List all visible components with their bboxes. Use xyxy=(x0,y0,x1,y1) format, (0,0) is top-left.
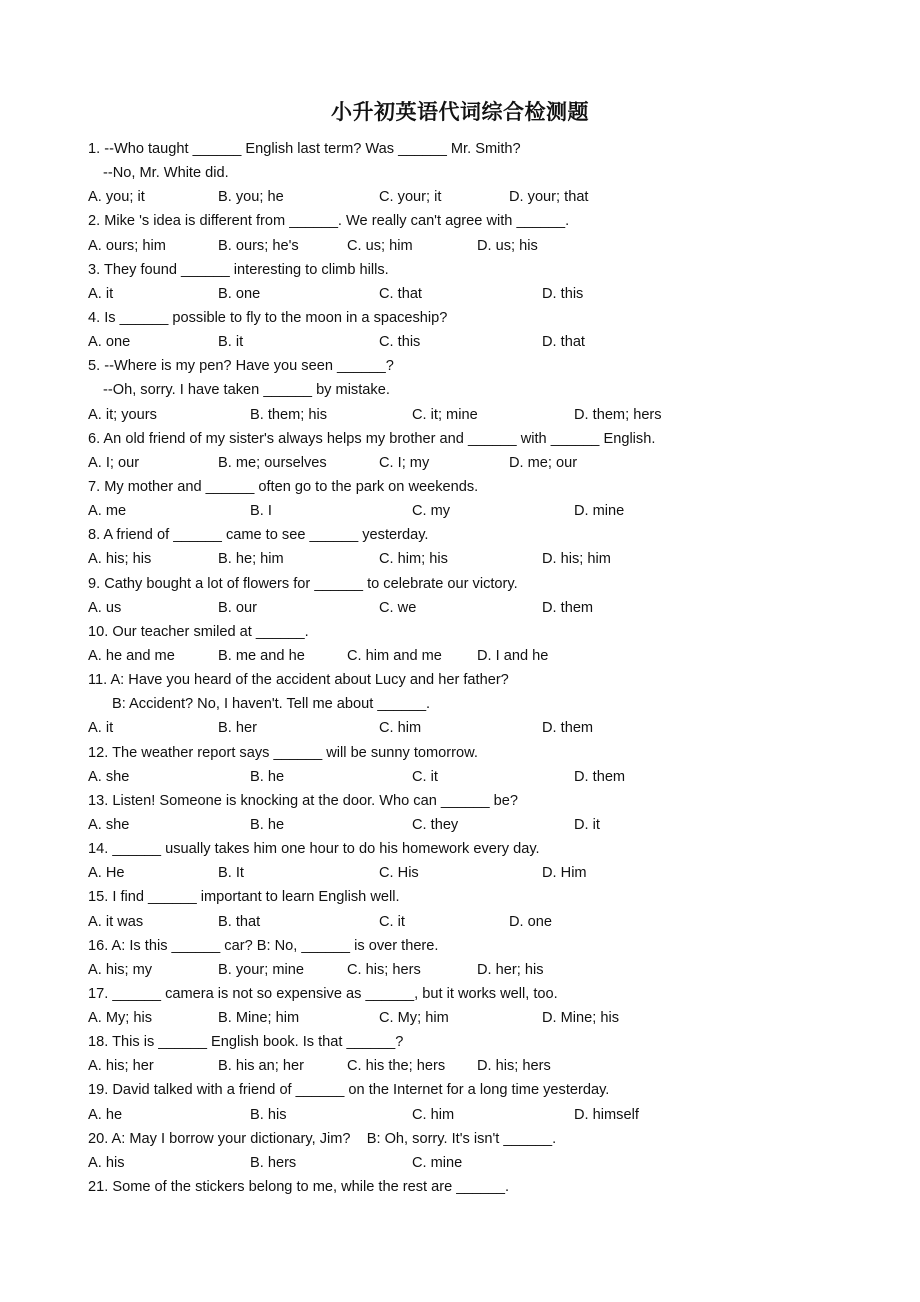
options-row xyxy=(88,185,848,209)
question-text: 10. Our teacher smiled at ______. xyxy=(88,623,309,640)
answer-option: B. his an; her xyxy=(218,1058,304,1075)
answer-option: C. this xyxy=(379,334,421,351)
answer-option: D. it xyxy=(574,816,600,833)
answer-option: B. he; him xyxy=(218,551,284,568)
answer-option: A. she xyxy=(88,816,130,833)
answer-option: A. his; his xyxy=(88,551,152,568)
answer-option: B. It xyxy=(218,865,244,882)
answer-option: A. she xyxy=(88,768,130,785)
answer-option: B. them; his xyxy=(250,406,328,423)
answer-option: B. your; mine xyxy=(218,961,304,978)
question-continuation: --No, Mr. White did. xyxy=(103,165,229,182)
answer-option: A. one xyxy=(88,334,131,351)
options-row xyxy=(88,282,848,306)
options-row xyxy=(88,765,848,789)
answer-option: A. it xyxy=(88,285,114,302)
answer-option: A. it; yours xyxy=(88,406,157,423)
answer-option: C. us; him xyxy=(347,237,413,254)
question-text: 16. A: Is this ______ car? B: No, ______ is over there. xyxy=(88,937,439,954)
answer-option: D. that xyxy=(542,334,585,351)
answer-option: D. mine xyxy=(574,503,625,520)
question-text: 14. ______ usually takes him one hour to do his homework every day. xyxy=(88,841,540,858)
question-text: 2. Mike 's idea is different from ______. We really can't agree with ______. xyxy=(88,213,570,230)
answer-option: C. mine xyxy=(412,1154,463,1171)
answer-option: C. him xyxy=(412,1106,455,1123)
question-text: 1. --Who taught ______ English last term? Was ______ Mr. Smith? xyxy=(88,141,521,157)
options-row xyxy=(88,1054,848,1078)
answer-option: A. ours; him xyxy=(88,237,166,254)
answer-option: A. My; his xyxy=(88,1010,153,1027)
question-text: 17. ______ camera is not so expensive as ______, but it works well, too. xyxy=(88,985,558,1002)
question-list xyxy=(88,137,848,1199)
options-row xyxy=(88,1103,848,1127)
answer-option: B. ours; he's xyxy=(218,237,299,254)
question-text: 21. Some of the stickers belong to me, while the rest are ______. xyxy=(88,1179,510,1196)
answer-option: A. it was xyxy=(88,913,144,930)
options-row xyxy=(88,1006,848,1030)
answer-option: C. his the; hers xyxy=(347,1058,446,1075)
question-continuation: --Oh, sorry. I have taken ______ by mistake. xyxy=(103,382,390,399)
answer-option: C. him; his xyxy=(379,551,448,568)
page-title: 小升初英语代词综合检测题 xyxy=(331,99,589,124)
answer-option: C. your; it xyxy=(379,189,442,206)
answer-option: B. his xyxy=(250,1106,287,1123)
question-text: 11. A: Have you heard of the accident about Lucy and her father? xyxy=(88,672,509,689)
answer-option: D. your; that xyxy=(509,189,589,206)
answer-option: B. Mine; him xyxy=(218,1010,300,1027)
answer-option: B. it xyxy=(218,334,244,351)
answer-option: C. it; mine xyxy=(412,406,478,423)
answer-option: D. them xyxy=(574,768,626,785)
answer-option: B. one xyxy=(218,285,261,302)
answer-option: B. me; ourselves xyxy=(218,454,327,471)
question-text: 20. A: May I borrow your dictionary, Jim? B: Oh, sorry. It's isn't ______. xyxy=(88,1130,557,1147)
question-text: 4. Is ______ possible to fly to the moon in a spaceship? xyxy=(88,309,448,326)
options-row xyxy=(88,547,848,571)
options-row xyxy=(88,596,848,620)
answer-option: C. they xyxy=(412,816,459,833)
question-text: 9. Cathy bought a lot of flowers for ______ to celebrate our victory. xyxy=(88,575,518,592)
answer-option: A. I; our xyxy=(88,454,140,471)
answer-option: C. we xyxy=(379,599,417,616)
answer-option: D. this xyxy=(542,285,584,302)
answer-option: B. hers xyxy=(250,1154,297,1171)
question-text: 15. I find ______ important to learn English well. xyxy=(88,889,400,906)
question-text: 18. This is ______ English book. Is that ______? xyxy=(88,1034,404,1051)
answer-option: D. them xyxy=(542,599,594,616)
answer-option: A. us xyxy=(88,599,122,616)
answer-option: D. his; hers xyxy=(477,1058,551,1075)
question-text: 3. They found ______ interesting to climb hills. xyxy=(88,261,389,278)
options-row xyxy=(88,330,848,354)
answer-option: B. he xyxy=(250,816,285,833)
options-row xyxy=(88,861,848,885)
answer-option: D. himself xyxy=(574,1106,639,1123)
answer-option: D. Mine; his xyxy=(542,1010,620,1027)
options-row xyxy=(88,958,848,982)
answer-option: D. me; our xyxy=(509,454,578,471)
question-text: 5. --Where is my pen? Have you seen ______? xyxy=(88,358,394,375)
question-text: 8. A friend of ______ came to see ______ yesterday. xyxy=(88,527,429,544)
answer-option: B. he xyxy=(250,768,285,785)
question-text: 13. Listen! Someone is knocking at the door. Who can ______ be? xyxy=(88,792,518,809)
options-row xyxy=(88,499,848,523)
answer-option: A. you; it xyxy=(88,189,145,206)
answer-option: D. one xyxy=(509,913,552,930)
options-row xyxy=(88,1151,848,1175)
answer-option: C. it xyxy=(379,913,405,930)
question-text: 7. My mother and ______ often go to the park on weekends. xyxy=(88,478,479,495)
answer-option: A. his xyxy=(88,1154,125,1171)
answer-option: C. I; my xyxy=(379,454,430,471)
options-row xyxy=(88,813,848,837)
answer-option: D. Him xyxy=(542,865,587,882)
answer-option: D. I and he xyxy=(477,647,549,664)
answer-option: B. you; he xyxy=(218,189,284,206)
answer-option: A. it xyxy=(88,720,114,737)
answer-option: D. her; his xyxy=(477,961,544,978)
options-row xyxy=(88,910,848,934)
answer-option: D. us; his xyxy=(477,237,538,254)
answer-option: A. his; her xyxy=(88,1058,154,1075)
options-row xyxy=(88,403,848,427)
question-text: 6. An old friend of my sister's always helps my brother and ______ with ______ English. xyxy=(88,430,656,447)
question-text: 12. The weather report says ______ will be sunny tomorrow. xyxy=(88,744,478,761)
options-row xyxy=(88,644,848,668)
options-row xyxy=(88,451,848,475)
answer-option: D. them xyxy=(542,720,594,737)
question-text: 19. David talked with a friend of ______ on the Internet for a long time yesterday. xyxy=(88,1082,610,1099)
answer-option: C. His xyxy=(379,865,419,882)
answer-option: C. him and me xyxy=(347,647,442,664)
answer-option: A. he xyxy=(88,1106,123,1123)
question-continuation: B: Accident? No, I haven't. Tell me about ______. xyxy=(112,696,431,713)
answer-option: A. he and me xyxy=(88,647,175,664)
answer-option: C. my xyxy=(412,503,451,520)
answer-option: D. his; him xyxy=(542,551,611,568)
answer-option: B. her xyxy=(218,720,257,737)
answer-option: C. it xyxy=(412,768,438,785)
answer-option: A. his; my xyxy=(88,961,153,978)
answer-option: C. his; hers xyxy=(347,961,421,978)
answer-option: C. that xyxy=(379,285,422,302)
answer-option: C. My; him xyxy=(379,1010,449,1027)
options-row xyxy=(88,716,848,740)
answer-option: A. me xyxy=(88,503,127,520)
options-row xyxy=(88,234,848,258)
answer-option: C. him xyxy=(379,720,422,737)
answer-option: B. our xyxy=(218,599,257,616)
answer-option: B. that xyxy=(218,913,261,930)
answer-option: A. He xyxy=(88,865,125,882)
answer-option: D. them; hers xyxy=(574,406,662,423)
answer-option: B. I xyxy=(250,503,272,520)
answer-option: B. me and he xyxy=(218,647,305,664)
